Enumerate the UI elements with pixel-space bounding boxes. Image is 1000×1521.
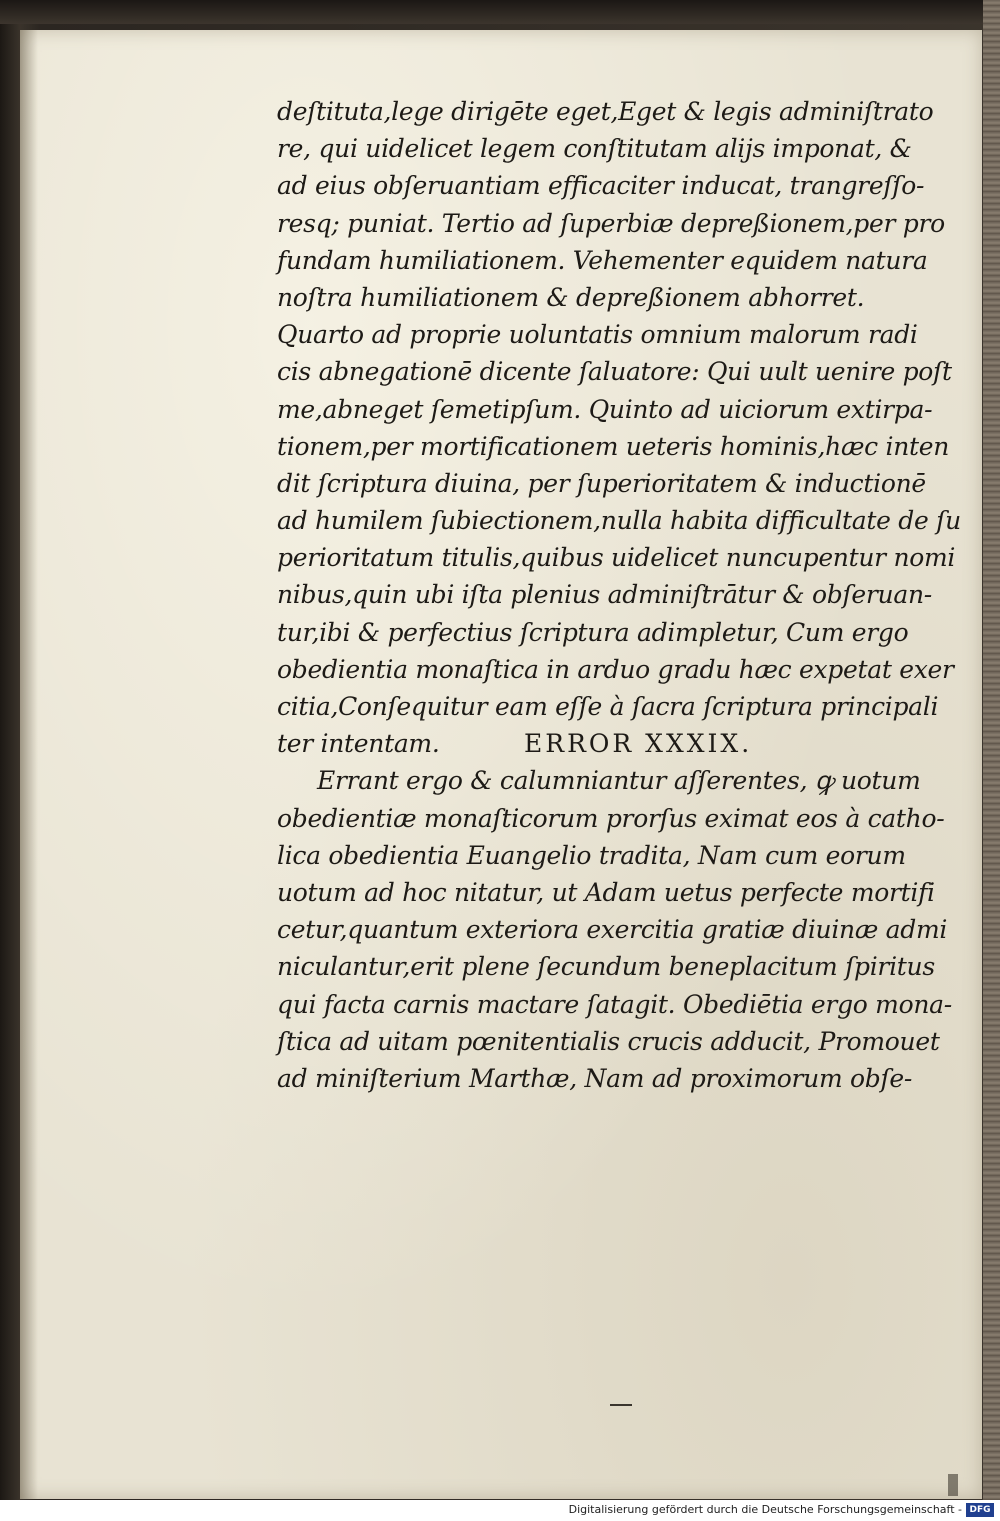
corner-mark xyxy=(948,1474,958,1496)
text-line: Quarto ad proprie uoluntatis omnium malorum radi xyxy=(277,320,918,350)
gutter-shadow xyxy=(20,30,38,1499)
text-line: noſtra humiliationem & depreßionem abhorret. xyxy=(277,282,865,312)
text-line: ad miniſterium Marthæ, Nam ad proximorum obſe- xyxy=(277,1063,913,1093)
heading-lead-text: ter intentam. xyxy=(277,729,440,759)
text-line: me,abneget ſemetipſum. Quinto ad uiciorum extirpa- xyxy=(277,394,933,424)
text-line: ad humilem ſubiectionem,nulla habita difficultate de ſu xyxy=(277,506,961,536)
text-line: uotum ad hoc nitatur, ut Adam uetus perfecte mortifi xyxy=(277,877,935,907)
footer-bar xyxy=(0,1500,1000,1521)
text-line: cetur,quantum exteriora exercitia gratiæ diuinæ admi xyxy=(277,915,948,945)
text-line: nibus,quin ubi iſta plenius adminiſtrātur & obſeruan- xyxy=(277,580,932,610)
page-edge-top xyxy=(0,0,1000,24)
text-line: obedientiæ monaſticorum prorſus eximat eos à catho- xyxy=(277,803,945,833)
ink-mark xyxy=(610,1404,632,1406)
text-line: cis abnegationē dicente ſaluatore: Qui uult uenire poſt xyxy=(277,357,952,387)
text-line: Errant ergo & calumniantur aſſerentes, ꝙ uotum xyxy=(317,766,921,796)
text-line: perioritatum titulis,quibus uidelicet nuncupentur nomi xyxy=(277,543,956,573)
text-line: ad eius obſeruantiam efficaciter inducat, trangreſſo- xyxy=(277,171,925,201)
footer-credit: Digitalisierung gefördert durch die Deutsche Forschungsgemeinschaft - xyxy=(568,1503,962,1516)
text-line: citia,Conſequitur eam eſſe à ſacra ſcriptura principali xyxy=(277,692,939,721)
dfg-logo: DFG xyxy=(966,1503,994,1517)
text-line: qui facta carnis mactare ſatagit. Obediētia ergo mona- xyxy=(277,989,952,1019)
text-line: lica obedientia Euangelio tradita, Nam cum eorum xyxy=(277,840,906,870)
text-line: niculantur,erit plene ſecundum beneplacitum ſpiritus xyxy=(277,952,935,982)
text-line: obedientia monaſtica in arduo gradu hæc expetat exer xyxy=(277,654,954,684)
heading-line xyxy=(277,725,927,762)
text-line: deſtituta,lege dirigēte eget,Eget & legis adminiſtrato xyxy=(277,97,934,126)
text-line: dit ſcriptura diuina, per ſuperioritatem & inductionē xyxy=(277,468,926,498)
text-block xyxy=(277,93,961,1097)
text-line: tur,ibi & perfectius ſcriptura adimpletur, Cum ergo xyxy=(277,617,909,647)
text-line: resq; puniat. Tertio ad ſuperbiæ depreßionem,per pro xyxy=(277,208,945,238)
text-line: fundam humiliationem. Vehementer equidem natura xyxy=(277,245,928,275)
text-line: re, qui uidelicet legem conſtitutam alijs imponat, & xyxy=(277,134,912,164)
section-heading: ERROR XXXIX. xyxy=(524,729,753,759)
page-edge-right xyxy=(983,0,1000,1500)
text-line: tionem,per mortificationem ueteris hominis,hæc inten xyxy=(277,431,950,461)
text-line: ſtica ad uitam pœnitentialis crucis adducit, Promouet xyxy=(277,1026,940,1056)
